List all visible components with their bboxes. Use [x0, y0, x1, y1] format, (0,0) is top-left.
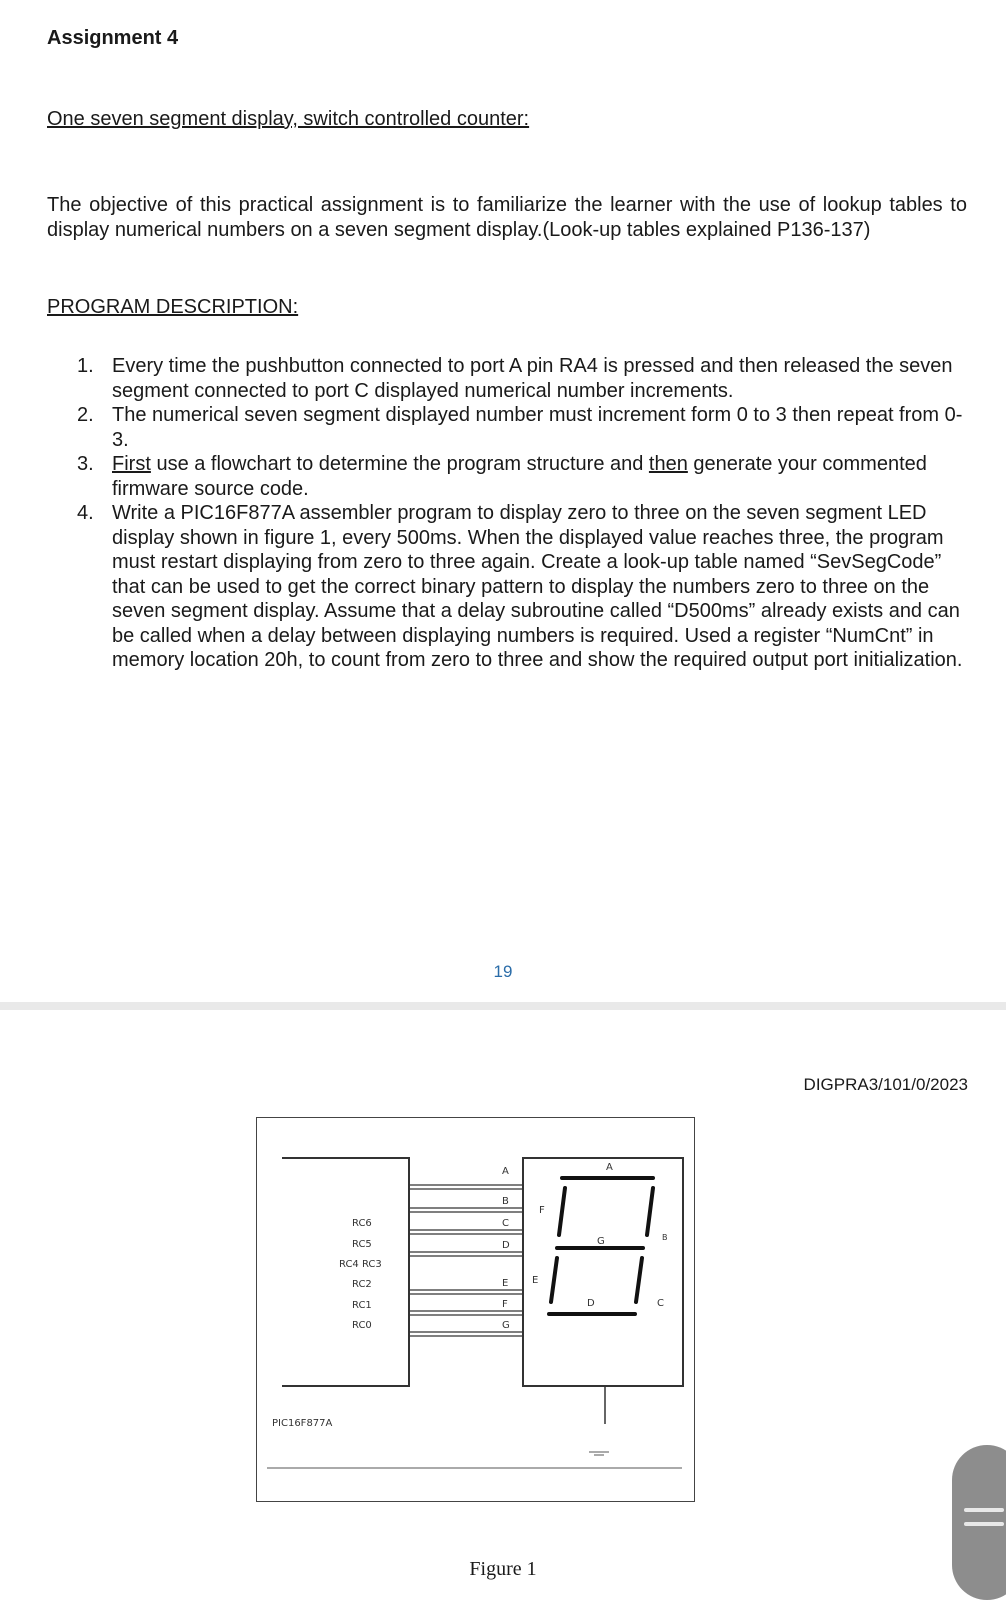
- segment-c: [636, 1258, 642, 1302]
- list-text: Every time the pushbutton connected to port A pin RA4 is pressed and then released the seven segment connected to port C displayed numerical number increments.: [112, 355, 953, 402]
- wire-label-d: D: [502, 1240, 510, 1251]
- pic-chip-outline: [282, 1158, 409, 1386]
- segment-f: [559, 1188, 565, 1235]
- assignment-subtitle: One seven segment display, switch controlled counter:: [47, 108, 530, 130]
- page-number: 19: [493, 962, 513, 981]
- document-page-2: [0, 1010, 1006, 1615]
- list-text: Write a PIC16F877A assembler program to display zero to three on the seven segment LED display shown in figure 1, every 500ms. When the displayed value reaches three, the program must restart displaying from zero to three again. Create a look-up table named “SevSegCode” that can be used to get the correct binary pattern to display the numbers zero to three on the seven segment display. Assume that a delay subroutine called “D500ms” already exists and can be called when a delay between displaying numbers is required. Used a register “NumCnt” in memory location 20h, to count from zero to three and show the required output port initialization.: [112, 502, 963, 671]
- program-description-heading: PROGRAM DESCRIPTION:: [47, 296, 299, 318]
- list-number: 3.: [77, 453, 94, 475]
- segment-label-f: F: [539, 1205, 545, 1216]
- list-item: [77, 403, 967, 452]
- program-steps-list: [77, 354, 967, 673]
- segment-label-a: A: [606, 1162, 613, 1173]
- wire-label-f: F: [502, 1299, 508, 1310]
- list-item: [77, 501, 967, 673]
- seven-segment-display: [523, 1158, 683, 1386]
- segment-label-d: D: [587, 1298, 595, 1309]
- wire-label-b: B: [502, 1196, 509, 1207]
- emphasis-then: then: [648, 453, 688, 475]
- port-label-rc5: RC5: [352, 1239, 372, 1250]
- list-item: [77, 452, 967, 501]
- segment-label-e: E: [532, 1275, 539, 1286]
- wire-label-c: C: [502, 1218, 509, 1229]
- list-text: use a flowchart to determine the program structure and: [150, 453, 649, 475]
- segment-label-b: B: [662, 1233, 668, 1242]
- list-text: The numerical seven segment displayed number must increment form 0 to 3 then repeat from 0-3.: [112, 404, 963, 451]
- list-number: 1.: [77, 355, 94, 377]
- figure-caption: Figure 1: [469, 1558, 537, 1580]
- segment-label-g: G: [597, 1236, 605, 1247]
- port-label-rc1: RC1: [352, 1300, 372, 1311]
- list-number: 4.: [77, 502, 94, 524]
- emphasis-first: First: [112, 453, 151, 475]
- list-number: 2.: [77, 404, 94, 426]
- wire-label-a: A: [502, 1166, 509, 1177]
- grip-icon: [964, 1508, 1004, 1512]
- port-label-rc0: RC0: [352, 1320, 372, 1331]
- wire-label-g: G: [502, 1320, 510, 1331]
- objective-paragraph: The objective of this practical assignment is to familiarize the learner with the use of lookup tables to display numerical numbers on a seven segment display.(Look-up tables explained P136-137): [47, 194, 967, 241]
- list-item: [77, 354, 967, 403]
- bus-wires: [409, 1185, 523, 1336]
- port-label-rc2: RC2: [352, 1279, 372, 1290]
- assignment-title: Assignment 4: [47, 27, 179, 49]
- circuit-diagram: [257, 1118, 696, 1503]
- port-label-rc6: RC6: [352, 1218, 372, 1229]
- figure-frame: [256, 1117, 695, 1502]
- document-reference: DIGPRA3/101/0/2023: [803, 1075, 968, 1094]
- list-text: generate your commented firmware source code.: [112, 453, 927, 500]
- scroll-handle[interactable]: [952, 1445, 1006, 1600]
- segment-e: [551, 1258, 557, 1302]
- page-separator: [0, 1002, 1006, 1010]
- port-label-rc4-rc3: RC4 RC3: [339, 1259, 382, 1270]
- grip-icon: [964, 1522, 1004, 1526]
- segment-label-c: C: [657, 1298, 664, 1309]
- chip-label: PIC16F877A: [272, 1418, 333, 1429]
- wire-label-e: E: [502, 1278, 509, 1289]
- segment-b: [647, 1188, 653, 1235]
